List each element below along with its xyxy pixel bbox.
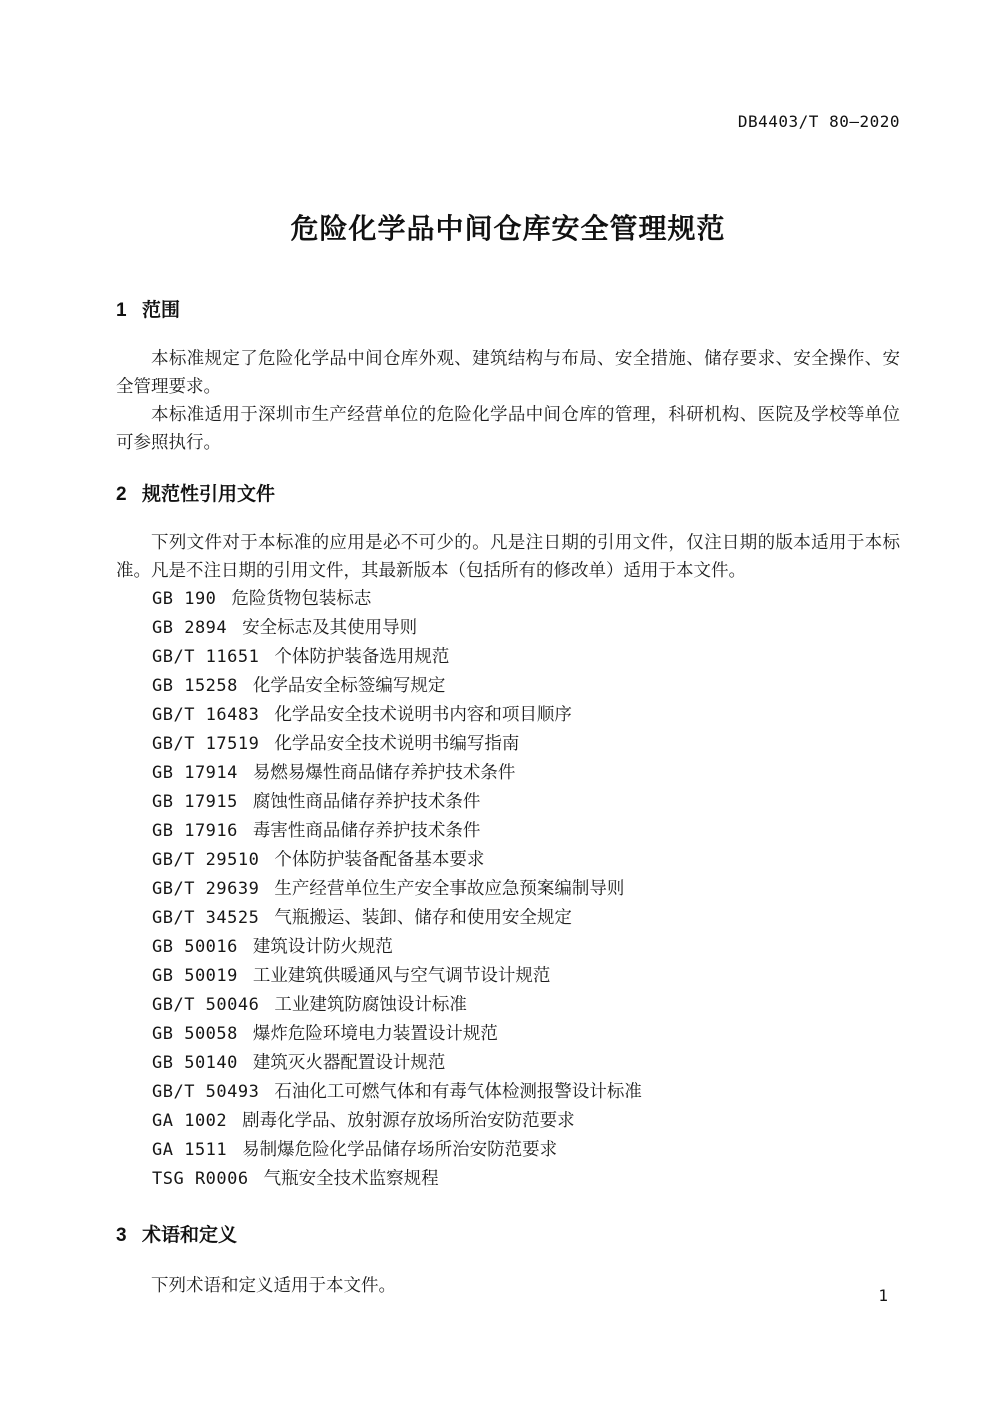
reference-title: 安全标志及其使用导则 <box>242 617 418 637</box>
document-header <box>116 0 900 132</box>
reference-item <box>152 584 900 613</box>
reference-item <box>152 932 900 961</box>
reference-title: 化学品安全技术说明书内容和项目顺序 <box>274 704 572 724</box>
reference-title: 剧毒化学品、放射源存放场所治安防范要求 <box>242 1110 575 1130</box>
reference-title: 工业建筑供暖通风与空气调节设计规范 <box>252 965 551 985</box>
reference-title: 石油化工可燃气体和有毒气体检测报警设计标准 <box>274 1081 642 1101</box>
reference-title: 个体防护装备选用规范 <box>274 646 450 666</box>
section-number: 1 <box>116 300 127 321</box>
reference-title: 毒害性商品储存养护技术条件 <box>252 820 481 840</box>
reference-code: GB/T 50046 <box>152 995 260 1015</box>
reference-list <box>116 584 900 1193</box>
reference-item <box>152 787 900 816</box>
reference-code: GB/T 17519 <box>152 734 260 754</box>
reference-code: GB/T 29639 <box>152 879 260 899</box>
section-heading <box>116 482 900 508</box>
section-number: 3 <box>116 1225 127 1246</box>
paragraph: 本标准规定了危险化学品中间仓库外观、建筑结构与布局、安全措施、储存要求、安全操作、安全管理要求。 <box>116 348 900 396</box>
reference-code: GB 17915 <box>152 792 238 812</box>
reference-item <box>152 758 900 787</box>
section-number: 2 <box>116 484 127 505</box>
section-heading <box>116 298 900 324</box>
reference-code: TSG R0006 <box>152 1169 249 1189</box>
reference-title: 气瓶搬运、装卸、储存和使用安全规定 <box>274 907 572 927</box>
reference-item <box>152 1135 900 1164</box>
section-terms-definitions <box>116 1223 900 1299</box>
reference-title: 爆炸危险环境电力装置设计规范 <box>252 1023 498 1043</box>
reference-title: 化学品安全标签编写规定 <box>252 675 446 695</box>
section-normative-references <box>116 482 900 1193</box>
paragraph: 本标准适用于深圳市生产经营单位的危险化学品中间仓库的管理，科研机构、医院及学校等单位可参照执行。 <box>116 404 900 452</box>
reference-title: 危险货物包装标志 <box>231 588 372 608</box>
reference-code: GB/T 11651 <box>152 647 260 667</box>
paragraph: 下列文件对于本标准的应用是必不可少的。凡是注日期的引用文件，仅注日期的版本适用于本标准。凡是不注日期的引用文件，其最新版本（包括所有的修改单）适用于本文件。 <box>116 532 900 580</box>
reference-title: 建筑灭火器配置设计规范 <box>252 1052 446 1072</box>
reference-title: 易制爆危险化学品储存场所治安防范要求 <box>242 1139 558 1159</box>
reference-title: 建筑设计防火规范 <box>252 936 393 956</box>
reference-item <box>152 700 900 729</box>
reference-item <box>152 1164 900 1193</box>
reference-code: GB 50140 <box>152 1053 238 1073</box>
section-scope <box>116 298 900 456</box>
reference-code: GA 1002 <box>152 1111 228 1131</box>
reference-title: 生产经营单位生产安全事故应急预案编制导则 <box>274 878 625 898</box>
page-number: 1 <box>878 1286 888 1305</box>
reference-code: GB 50058 <box>152 1024 238 1044</box>
reference-code: GB 50019 <box>152 966 238 986</box>
reference-item <box>152 1019 900 1048</box>
reference-item <box>152 671 900 700</box>
section-heading-label: 规范性引用文件 <box>142 484 276 505</box>
reference-item <box>152 903 900 932</box>
reference-title: 气瓶安全技术监察规程 <box>263 1168 439 1188</box>
reference-item <box>152 642 900 671</box>
document-title: 危险化学品中间仓库安全管理规范 <box>290 213 726 244</box>
section-heading-label: 范围 <box>142 300 181 321</box>
reference-item <box>152 1048 900 1077</box>
reference-code: GB 50016 <box>152 937 238 957</box>
reference-code: GB 2894 <box>152 618 228 638</box>
reference-title: 易燃易爆性商品储存养护技术条件 <box>252 762 516 782</box>
reference-code: GB/T 29510 <box>152 850 260 870</box>
reference-item <box>152 990 900 1019</box>
reference-code: GB 17914 <box>152 763 238 783</box>
reference-item <box>152 1077 900 1106</box>
standard-code: DB4403/T 80—2020 <box>737 112 900 131</box>
reference-item <box>152 1106 900 1135</box>
reference-item <box>152 845 900 874</box>
reference-code: GB 190 <box>152 589 217 609</box>
reference-item <box>152 874 900 903</box>
reference-title: 腐蚀性商品储存养护技术条件 <box>252 791 481 811</box>
reference-item <box>152 961 900 990</box>
reference-title: 个体防护装备配备基本要求 <box>274 849 485 869</box>
reference-item <box>152 613 900 642</box>
reference-code: GB/T 16483 <box>152 705 260 725</box>
reference-code: GB/T 50493 <box>152 1082 260 1102</box>
reference-item <box>152 729 900 758</box>
section-heading-label: 术语和定义 <box>142 1225 238 1246</box>
paragraph: 下列术语和定义适用于本文件。 <box>151 1275 396 1295</box>
reference-code: GB 15258 <box>152 676 238 696</box>
reference-code: GA 1511 <box>152 1140 228 1160</box>
reference-code: GB/T 34525 <box>152 908 260 928</box>
reference-code: GB 17916 <box>152 821 238 841</box>
reference-title: 工业建筑防腐蚀设计标准 <box>274 994 467 1014</box>
reference-title: 化学品安全技术说明书编写指南 <box>274 733 520 753</box>
reference-item <box>152 816 900 845</box>
section-heading <box>116 1223 900 1249</box>
